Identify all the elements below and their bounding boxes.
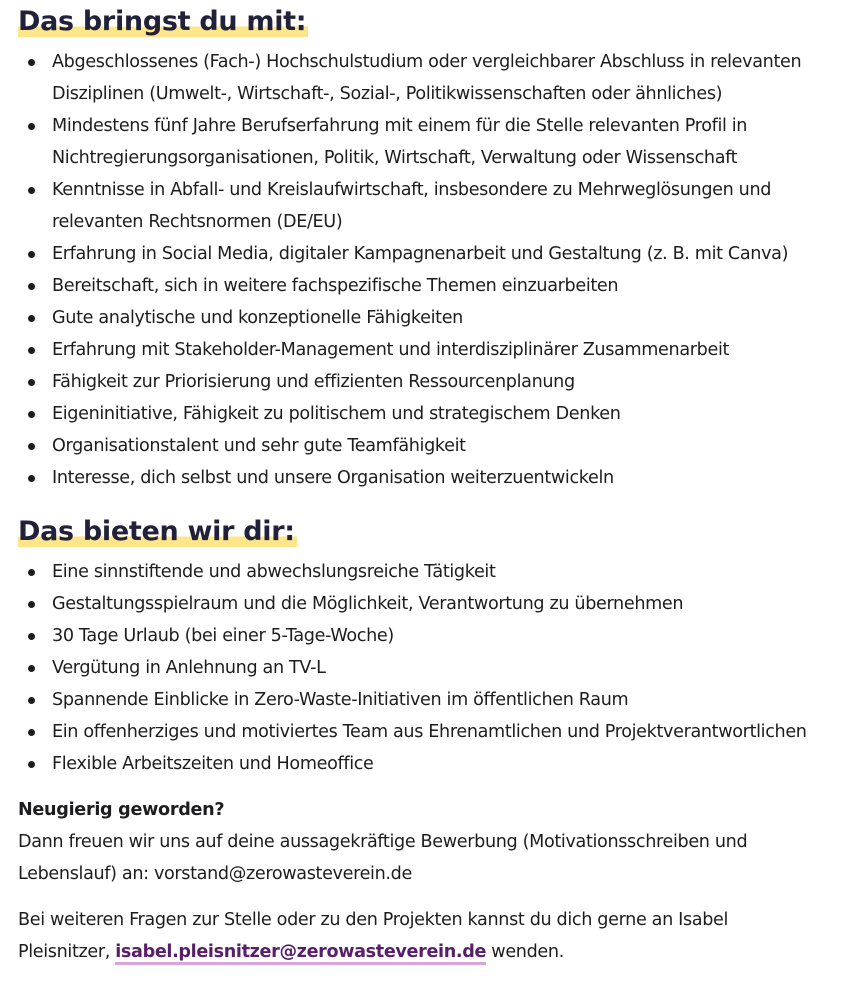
list-item-text: Abgeschlossenes (Fach-) Hochschulstudium oder vergleichbarer Abschluss in relevanten bbox=[52, 52, 802, 72]
list-item-text: Kenntnisse in Abfall- und Kreislaufwirtschaft, insbesondere zu Mehrweglösungen und bbox=[52, 180, 772, 200]
list-item-text: Spannende Einblicke in Zero-Waste-Initiativen im öffentlichen Raum bbox=[52, 690, 629, 710]
list-item bbox=[18, 398, 848, 430]
contact-paragraph bbox=[18, 904, 848, 968]
list-item bbox=[18, 366, 848, 398]
list-item-text: Gute analytische und konzeptionelle Fähigkeiten bbox=[52, 308, 463, 328]
section-title-requirements: Das bringst du mit: bbox=[18, 4, 308, 40]
list-item bbox=[18, 334, 848, 366]
list-item-text: Mindestens fünf Jahre Berufserfahrung mit einem für die Stelle relevanten Profil in bbox=[52, 116, 748, 136]
list-item bbox=[18, 588, 848, 620]
list-item bbox=[18, 238, 848, 270]
list-item-text: Flexible Arbeitszeiten und Homeoffice bbox=[52, 754, 374, 774]
application-paragraph bbox=[18, 826, 848, 890]
list-item bbox=[18, 462, 848, 494]
list-item-text: Erfahrung in Social Media, digitaler Kampagnenarbeit und Gestaltung (z. B. mit Canva) bbox=[52, 244, 789, 264]
list-item bbox=[18, 684, 848, 716]
contact-line: Bei weiteren Fragen zur Stelle oder zu den Projekten kannst du dich gerne an Isabel bbox=[18, 910, 729, 930]
list-item-text: Eine sinnstiftende und abwechslungsreiche Tätigkeit bbox=[52, 562, 496, 582]
list-item-text: 30 Tage Urlaub (bei einer 5-Tage-Woche) bbox=[52, 626, 394, 646]
contact-prefix: Pleisnitzer, bbox=[18, 942, 116, 962]
list-item-text: Bereitschaft, sich in weitere fachspezifische Themen einzuarbeiten bbox=[52, 276, 619, 296]
list-item bbox=[18, 110, 848, 174]
list-item-text: Ein offenherziges und motiviertes Team aus Ehrenamtlichen und Projektverantwortlichen bbox=[52, 722, 807, 742]
list-item bbox=[18, 620, 848, 652]
list-item-text: Nichtregierungsorganisationen, Politik, Wirtschaft, Verwaltung oder Wissenschaft bbox=[52, 148, 738, 168]
list-item-text: Interesse, dich selbst und unsere Organisation weiterzuentwickeln bbox=[52, 468, 614, 488]
list-item bbox=[18, 302, 848, 334]
contact-suffix: wenden. bbox=[486, 942, 564, 962]
section-title-offer: Das bieten wir dir: bbox=[18, 514, 297, 550]
closing-heading: Neugierig geworden? bbox=[18, 800, 225, 820]
list-item bbox=[18, 556, 848, 588]
offer-list bbox=[18, 556, 848, 780]
list-item bbox=[18, 652, 848, 684]
list-item-text: Organisationstalent und sehr gute Teamfähigkeit bbox=[52, 436, 466, 456]
list-item-text: Disziplinen (Umwelt-, Wirtschaft-, Sozial-, Politikwissenschaften oder ähnliches) bbox=[52, 84, 723, 104]
list-item bbox=[18, 46, 848, 110]
list-item-text: relevanten Rechtsnormen (DE/EU) bbox=[52, 212, 343, 232]
list-item bbox=[18, 174, 848, 238]
contact-line bbox=[18, 936, 848, 968]
list-item-text: Gestaltungsspielraum und die Möglichkeit, Verantwortung zu übernehmen bbox=[52, 594, 684, 614]
list-item-text: Fähigkeit zur Priorisierung und effizienten Ressourcenplanung bbox=[52, 372, 575, 392]
list-item bbox=[18, 748, 848, 780]
list-item bbox=[18, 270, 848, 302]
list-item bbox=[18, 430, 848, 462]
list-item-text: Eigeninitiative, Fähigkeit zu politischem und strategischem Denken bbox=[52, 404, 621, 424]
job-posting-content bbox=[18, 0, 848, 968]
application-line: Dann freuen wir uns auf deine aussagekräftige Bewerbung (Motivationsschreiben und bbox=[18, 832, 748, 852]
requirements-list bbox=[18, 46, 848, 494]
list-item-text: Erfahrung mit Stakeholder-Management und interdisziplinärer Zusammenarbeit bbox=[52, 340, 730, 360]
list-item-text: Vergütung in Anlehnung an TV-L bbox=[52, 658, 326, 678]
contact-email-link[interactable]: isabel.pleisnitzer@zerowasteverein.de bbox=[115, 942, 486, 965]
list-item bbox=[18, 716, 848, 748]
application-line: Lebenslauf) an: vorstand@zerowasteverein.de bbox=[18, 864, 412, 884]
